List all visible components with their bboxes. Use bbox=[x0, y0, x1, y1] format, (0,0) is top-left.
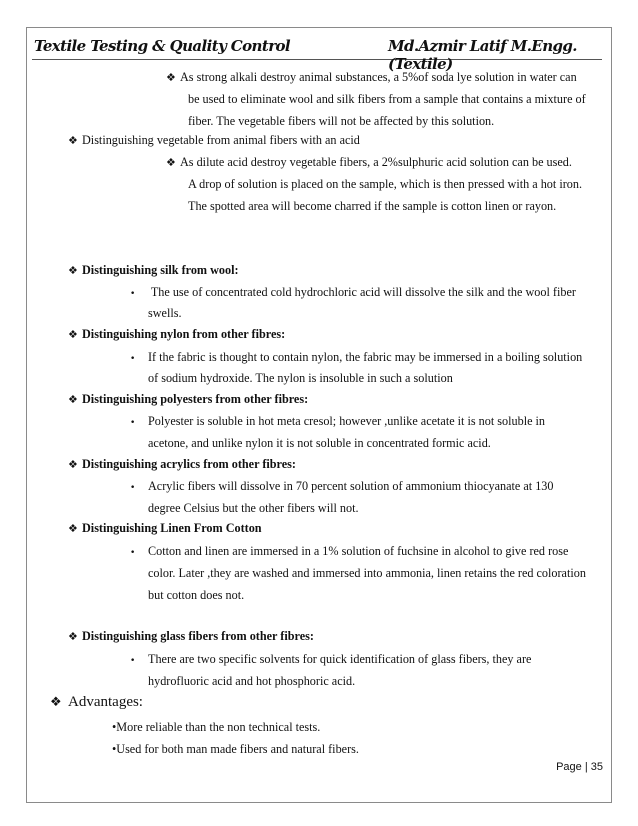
paragraph-line: color. Later ,they are washed and immersed into ammonia, linen retains the red coloration bbox=[148, 566, 586, 580]
paragraph-line: Acrylic fibers will dissolve in 70 percent solution of ammonium thiocyanate at 130 bbox=[148, 479, 554, 493]
heading-text: Distinguishing acrylics from other fibres: bbox=[82, 457, 296, 471]
header-author: Md.Azmir Latif M.Engg.(Textile) bbox=[388, 37, 577, 73]
paragraph-line: Cotton and linen are immersed in a 1% solution of fuchsine in alcohol to give red rose bbox=[148, 544, 569, 558]
paragraph-line: be used to eliminate wool and silk fibers from a sample that contains a mixture of bbox=[188, 92, 586, 106]
section-heading bbox=[68, 133, 360, 148]
list-item bbox=[130, 285, 576, 301]
section-heading bbox=[68, 327, 285, 342]
heading-text: Distinguishing silk from wool: bbox=[82, 263, 239, 277]
paragraph-line: Polyester is soluble in hot meta cresol; however ,unlike acetate it is not soluble in bbox=[148, 414, 546, 428]
diamond-bullet-icon: ❖ bbox=[68, 328, 78, 341]
paragraph-line: The spotted area will become charred if the sample is cotton linen or rayon. bbox=[188, 199, 557, 213]
list-item bbox=[166, 70, 577, 85]
bullet-icon: • bbox=[130, 354, 136, 364]
diamond-bullet-icon: ❖ bbox=[68, 134, 78, 147]
paragraph-line: A drop of solution is placed on the sample, which is then pressed with a hot iron. bbox=[188, 177, 582, 191]
paragraph-line: but cotton does not. bbox=[148, 588, 245, 602]
diamond-bullet-icon: ❖ bbox=[68, 522, 78, 535]
list-item: •Used for both man made fibers and natural fibers. bbox=[112, 742, 359, 756]
bullet-icon: • bbox=[130, 289, 136, 299]
paragraph-line: degree Celsius but the other fibers will not. bbox=[148, 501, 359, 515]
paragraph-line: As dilute acid destroy vegetable fibers, a 2%sulphuric acid solution can be used. bbox=[180, 155, 572, 169]
list-item: •More reliable than the non technical tests. bbox=[112, 720, 321, 734]
bullet-icon: • bbox=[130, 548, 136, 558]
section-heading bbox=[50, 693, 143, 712]
heading-text: Distinguishing glass fibers from other fibres: bbox=[82, 629, 314, 643]
list-item bbox=[130, 350, 582, 366]
list-item bbox=[130, 414, 545, 430]
diamond-bullet-icon: ❖ bbox=[50, 695, 62, 710]
diamond-bullet-icon: ❖ bbox=[68, 393, 78, 406]
paragraph-line: There are two specific solvents for quick identification of glass fibers, they are bbox=[148, 652, 532, 666]
diamond-bullet-icon: ❖ bbox=[166, 71, 176, 84]
section-heading bbox=[68, 263, 239, 278]
bullet-icon: • bbox=[130, 656, 136, 666]
heading-text: Distinguishing nylon from other fibres: bbox=[82, 327, 286, 341]
section-heading bbox=[68, 457, 296, 472]
header-course-title: Textile Testing & Quality Control bbox=[34, 37, 290, 55]
section-heading bbox=[68, 521, 262, 536]
list-item bbox=[166, 155, 572, 170]
bullet-icon: • bbox=[130, 483, 136, 493]
section-heading bbox=[68, 392, 308, 407]
page-header bbox=[32, 34, 602, 73]
paragraph-line: swells. bbox=[148, 306, 182, 320]
paragraph-line: If the fabric is thought to contain nylon, the fabric may be immersed in a boiling solution bbox=[148, 350, 583, 364]
paragraph-line: The use of concentrated cold hydrochloric acid will dissolve the silk and the wool fiber bbox=[148, 285, 576, 299]
heading-text: Distinguishing Linen From Cotton bbox=[82, 521, 262, 535]
paragraph-line: of sodium hydroxide. The nylon is insoluble in such a solution bbox=[148, 371, 453, 385]
heading-text: Distinguishing polyesters from other fibres: bbox=[82, 392, 309, 406]
diamond-bullet-icon: ❖ bbox=[166, 156, 176, 169]
list-item bbox=[130, 479, 553, 495]
paragraph-line: fiber. The vegetable fibers will not be affected by this solution. bbox=[188, 114, 495, 128]
section-heading bbox=[68, 629, 314, 644]
paragraph-line: hydrofluoric acid and hot phosphoric acid. bbox=[148, 674, 356, 688]
diamond-bullet-icon: ❖ bbox=[68, 458, 78, 471]
heading-text: Distinguishing vegetable from animal fibers with an acid bbox=[82, 133, 360, 147]
diamond-bullet-icon: ❖ bbox=[68, 264, 78, 277]
list-item bbox=[130, 652, 531, 668]
page-number: Page | 35 bbox=[556, 761, 603, 773]
list-item bbox=[130, 544, 568, 560]
heading-text: Advantages: bbox=[68, 694, 143, 710]
paragraph-line: acetone, and unlike nylon it is not soluble in concentrated formic acid. bbox=[148, 436, 491, 450]
bullet-icon: • bbox=[130, 418, 136, 428]
paragraph-line: As strong alkali destroy animal substances, a 5%of soda lye solution in water can bbox=[180, 70, 577, 84]
diamond-bullet-icon: ❖ bbox=[68, 630, 78, 643]
